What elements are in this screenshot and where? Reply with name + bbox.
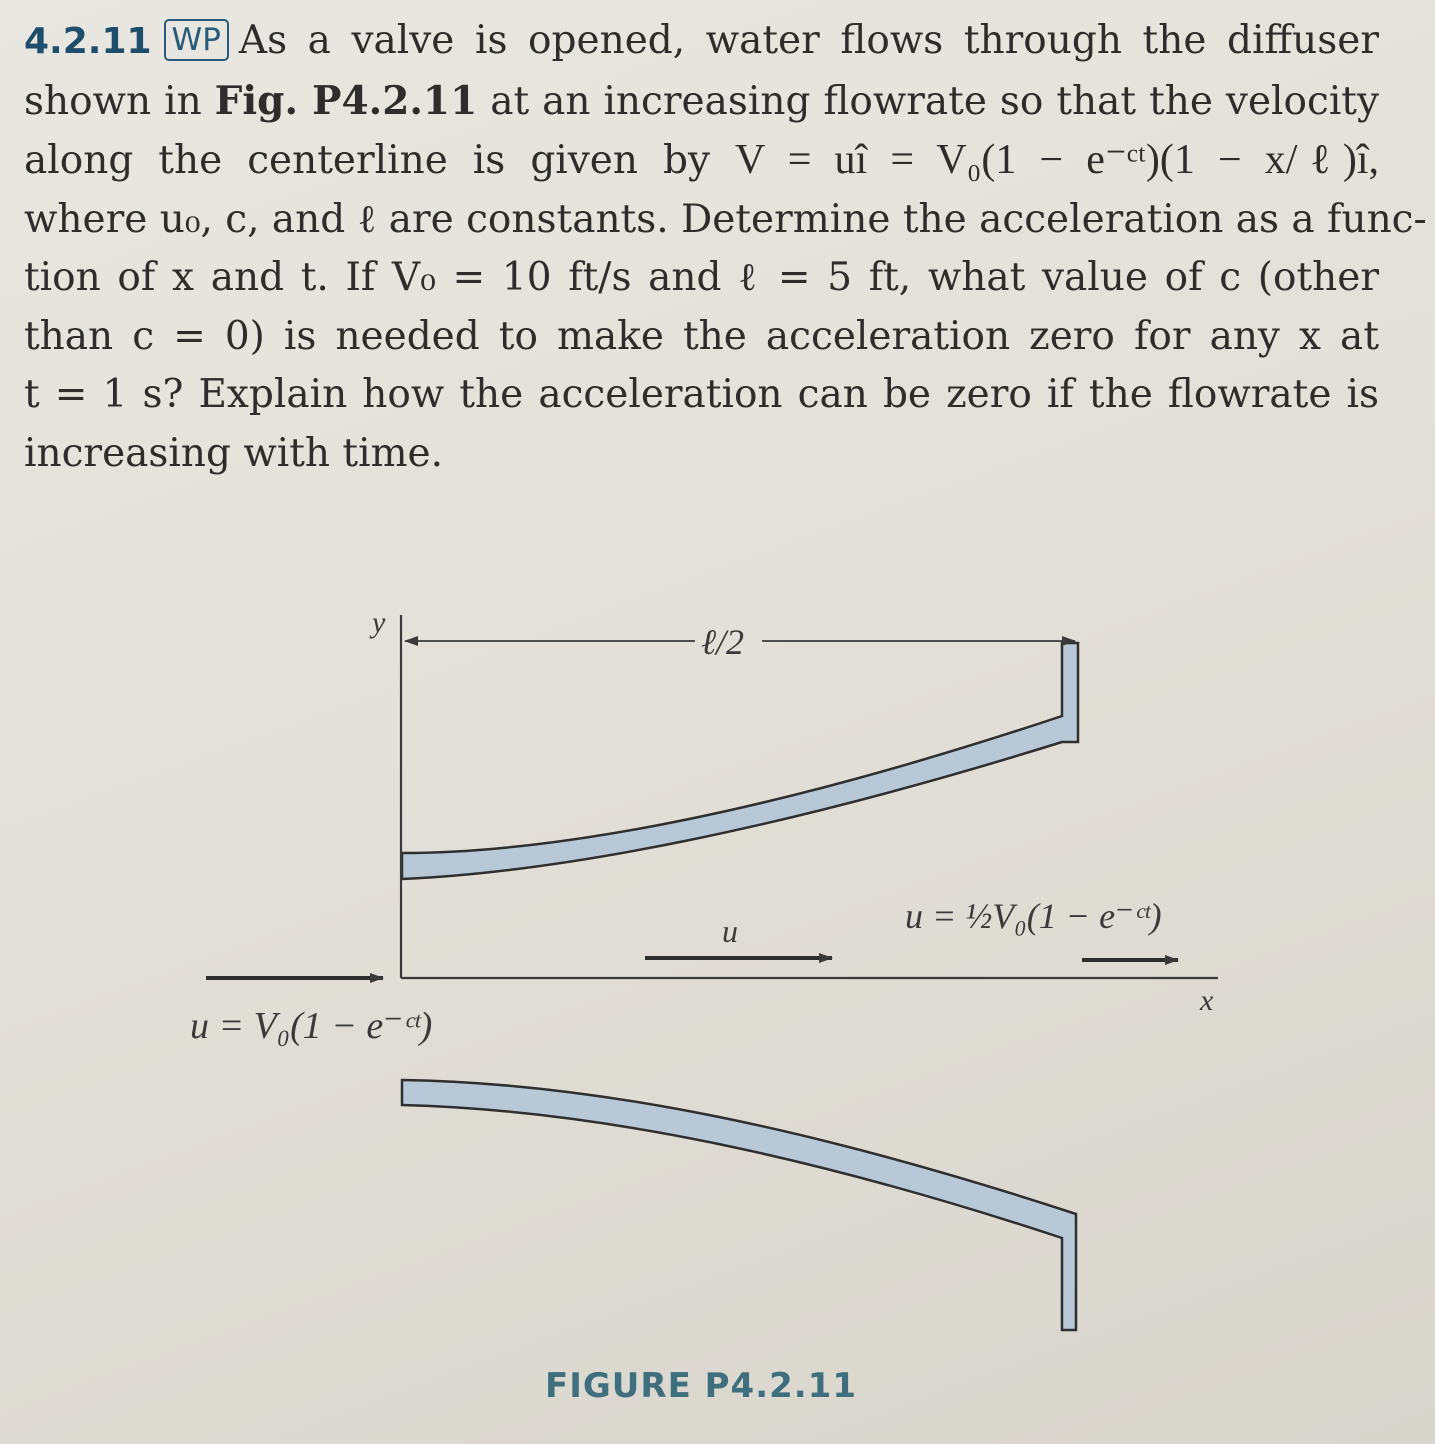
problem-line-2-text-a: shown in <box>24 78 215 124</box>
problem-line-2-text-b: at an increasing flowrate so that the velocity <box>477 78 1379 124</box>
y-axis-label: y <box>372 606 386 639</box>
problem-number: 4.2.11 <box>24 21 152 62</box>
problem-line-1-text: As a valve is opened, water flows through the diffuser <box>238 18 1379 63</box>
upper-diffuser-wall <box>402 643 1078 879</box>
figure-reference: Fig. P4.2.11 <box>214 77 478 124</box>
inlet-velocity-label: u = V₀(1 − e⁻ᶜᵗ) <box>190 1005 433 1047</box>
x-axis-label: x <box>1200 984 1214 1017</box>
dimension-label: ℓ/2 <box>701 622 744 662</box>
problem-line-7: t = 1 s? Explain how the acceleration can be zero if the flowrate is <box>24 372 1379 417</box>
problem-line-5: tion of x and t. If V₀ = 10 ft/s and ℓ = 5 ft, what value of c (other <box>24 255 1379 300</box>
problem-line-8: increasing with time. <box>24 430 444 476</box>
figure-caption: FIGURE P4.2.11 <box>545 1366 858 1406</box>
centerline-velocity-label: u <box>722 913 738 949</box>
problem-line-6: than c = 0) is needed to make the acceleration zero for any x at <box>24 313 1379 359</box>
velocity-equation: V = uî = V₀(1 − e⁻ᶜᵗ)(1 − x/ℓ)î, <box>735 137 1379 183</box>
lower-diffuser-wall <box>402 1080 1076 1330</box>
outlet-velocity-label: u = ½V₀(1 − e⁻ᶜᵗ) <box>905 896 1162 936</box>
wp-badge: WP <box>164 19 229 61</box>
problem-line-3-text: along the centerline is given by <box>24 138 736 183</box>
problem-line-4: where u₀, c, and ℓ are constants. Determine the acceleration as a func- <box>24 196 1427 242</box>
